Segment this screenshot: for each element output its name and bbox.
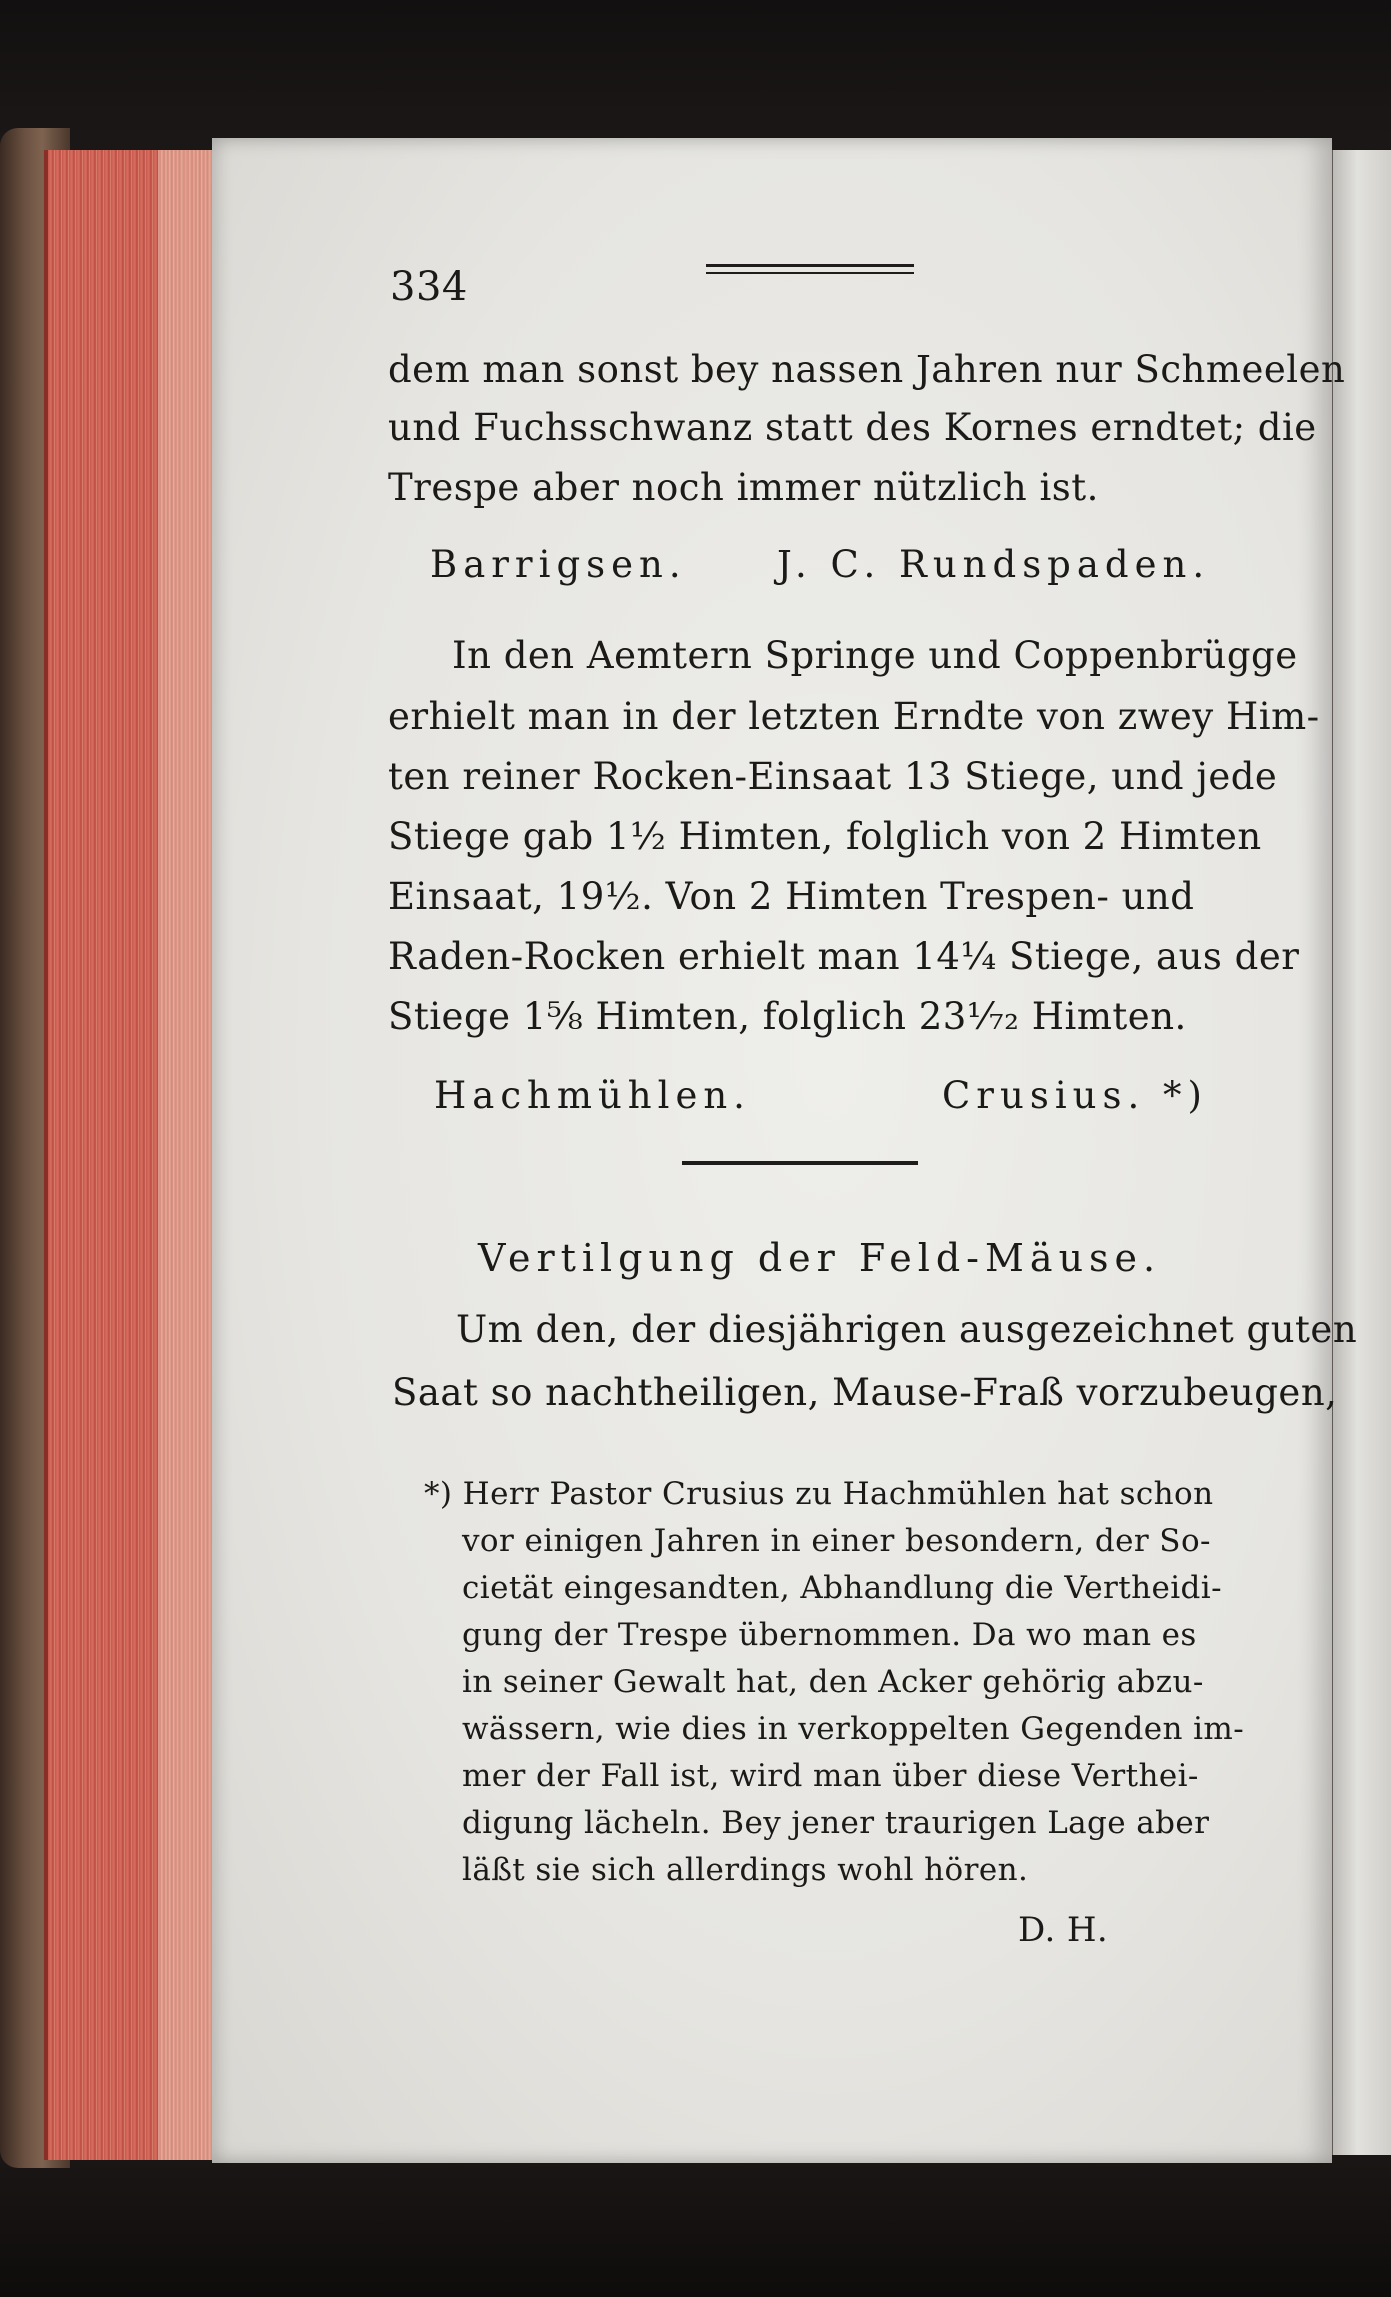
signature2-name: Crusius. *) [942,1074,1208,1117]
paragraph3-line-1: Um den, der diesjährigen ausgezeichnet guten [456,1308,1358,1351]
paragraph1-line-2: und Fuchsschwanz statt des Kornes erndtet; die [388,406,1317,449]
facing-page-edge [1330,150,1391,2155]
page-edges [44,150,218,2160]
footnote-line-2: vor einigen Jahren in einer besondern, der So- [462,1523,1211,1559]
paragraph2-line-2: erhielt man in der letzten Erndte von zwey Him- [388,695,1320,738]
paragraph1-line-3: Trespe aber noch immer nützlich ist. [388,466,1099,509]
paragraph2-line-6: Raden-Rocken erhielt man 14¼ Stiege, aus der [388,935,1300,978]
paragraph1-line-1: dem man sonst bey nassen Jahren nur Schmeelen [388,348,1346,391]
header-ornament-lower [706,272,914,274]
footnote-signature: D. H. [1018,1910,1109,1950]
signature1-place: Barrigsen. [430,543,687,586]
footnote-line-7: mer der Fall ist, wird man über diese Verthei- [462,1758,1199,1794]
paragraph3-line-2: Saat so nachtheiligen, Mause-Fraß vorzubeugen, [392,1371,1338,1414]
footnote-line-9: läßt sie sich allerdings wohl hören. [462,1852,1029,1888]
footnote-line-3: cietät eingesandten, Abhandlung die Vertheidi- [462,1570,1222,1606]
signature1-name: J. C. Rundspaden. [777,543,1211,586]
footnote-line-8: digung lächeln. Bey jener traurigen Lage aber [462,1805,1210,1841]
footnote-line-4: gung der Trespe übernommen. Da wo man es [462,1617,1197,1653]
section-divider [682,1161,918,1165]
header-ornament [706,264,914,267]
page-number: 334 [390,264,468,310]
footnote-line-1: *) Herr Pastor Crusius zu Hachmühlen hat schon [424,1476,1214,1512]
section-title: Vertilgung der Feld-Mäuse. [478,1236,1162,1280]
paragraph2-line-3: ten reiner Rocken-Einsaat 13 Stiege, und jede [388,755,1278,798]
paragraph2-line-1: In den Aemtern Springe und Coppenbrügge [452,634,1298,677]
paragraph2-line-7: Stiege 1⅝ Himten, folglich 23¹⁄₇₂ Himten. [388,995,1187,1038]
signature2-place: Hachmühlen. [434,1074,751,1117]
paragraph2-line-4: Stiege gab 1½ Himten, folglich von 2 Himten [388,815,1262,858]
footnote-line-5: in seiner Gewalt hat, den Acker gehörig abzu- [462,1664,1204,1700]
paragraph2-line-5: Einsaat, 19½. Von 2 Himten Trespen- und [388,875,1195,918]
footnote-line-6: wässern, wie dies in verkoppelten Gegenden im- [462,1711,1245,1747]
book-page [212,138,1358,2163]
